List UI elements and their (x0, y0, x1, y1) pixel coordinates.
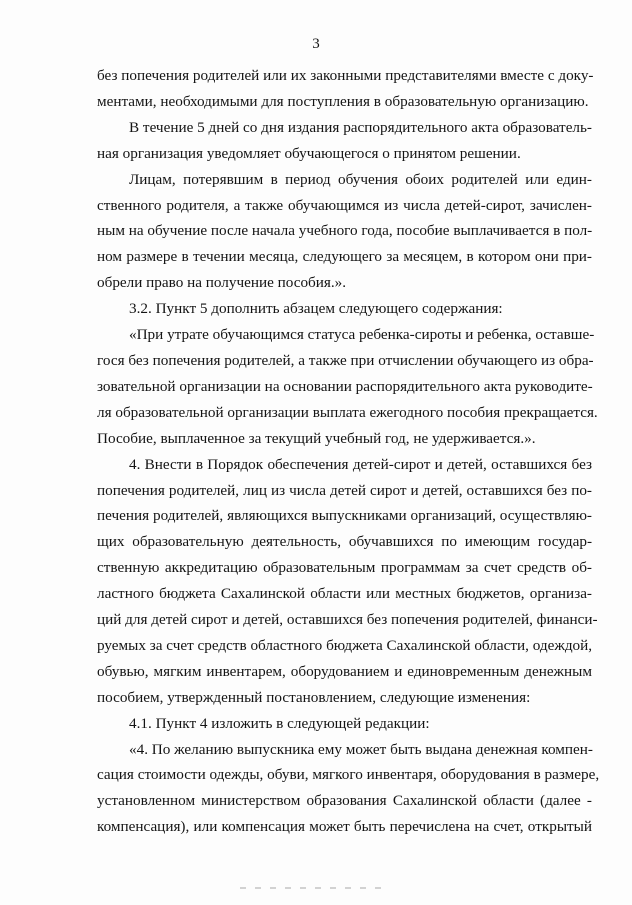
paragraph (97, 322, 598, 452)
text-line: 4.1. Пункт 4 изложить в следующей редакции: (129, 714, 430, 732)
paragraph (97, 296, 592, 322)
text-line: «При утрате обучающимся статуса ребенка-сироты и ребенка, оставше- (129, 326, 595, 344)
text-line: ственного родителя, а также обучающимся из числа детей-сирот, зачислен- (97, 196, 592, 214)
paragraph (97, 167, 592, 297)
text-line: зовательной организации на основании распорядительного акта руководите- (97, 377, 593, 395)
document-body (97, 63, 600, 840)
text-line: ций для детей сирот и детей, оставшихся без попечения родителей, финанси- (97, 611, 598, 629)
paragraph (97, 115, 592, 167)
paragraph (97, 63, 592, 115)
page-number: 3 (312, 36, 320, 52)
text-line: ная организация уведомляет обучающегося о принятом решении. (97, 144, 521, 162)
text-line: печения родителей, являющихся выпускниками организаций, осуществляю- (97, 507, 592, 525)
text-line: руемых за счет средств областного бюджета Сахалинской области, одеждой, (97, 636, 593, 654)
text-line: гося без попечения родителей, а также при отчислении обучающего из обра- (97, 351, 594, 369)
text-line: ластного бюджета Сахалинской области или местных бюджетов, организа- (97, 585, 592, 603)
text-line: Лицам, потерявшим в период обучения обоих родителей или един- (129, 170, 592, 188)
text-line: пособием, утвержденный постановлением, следующие изменения: (97, 688, 531, 706)
paragraph (97, 452, 598, 711)
text-line: компенсация), или компенсация может быть перечислена на счет, открытый (97, 818, 592, 836)
scan-artifact (240, 876, 410, 882)
text-line: щих образовательную деятельность, обучавшихся по имеющим государ- (97, 533, 592, 551)
paragraph (97, 711, 592, 737)
text-line: ля образовательной организации выплата ежегодного пособия прекращается. (97, 403, 598, 421)
text-line: обувью, мягким инвентарем, оборудованием и единовременным денежным (97, 662, 592, 680)
text-line: 4. Внести в Порядок обеспечения детей-сирот и детей, оставшихся без (129, 455, 592, 473)
paragraph (97, 737, 600, 841)
text-line: попечения родителей, лиц из числа детей сирот и детей, оставшихся без по- (97, 481, 592, 499)
text-line: установленном министерством образования Сахалинской области (далее - (97, 792, 592, 810)
text-line: ственную аккредитацию образовательным программам за счет средств об- (97, 559, 592, 577)
text-line: 3.2. Пункт 5 дополнить абзацем следующего содержания: (129, 300, 503, 318)
text-line: ментами, необходимыми для поступления в образовательную организацию. (97, 92, 589, 110)
text-line: В течение 5 дней со дня издания распорядительного акта образователь- (129, 118, 592, 136)
text-line: Пособие, выплаченное за текущий учебный год, не удерживается.». (97, 429, 536, 447)
text-line: обрели право на получение пособия.». (97, 274, 347, 292)
text-line: ном размере в течении месяца, следующего за месяцем, в котором они при- (97, 248, 592, 266)
text-line: ным на обучение после начала учебного года, пособие выплачивается в пол- (97, 222, 593, 240)
text-line: без попечения родителей или их законными представителями вместе с доку- (97, 67, 594, 84)
text-line: «4. По желанию выпускника ему может быть выдана денежная компен- (129, 740, 593, 758)
text-line: сация стоимости одежды, обуви, мягкого инвентаря, оборудования в размере, (97, 766, 600, 784)
